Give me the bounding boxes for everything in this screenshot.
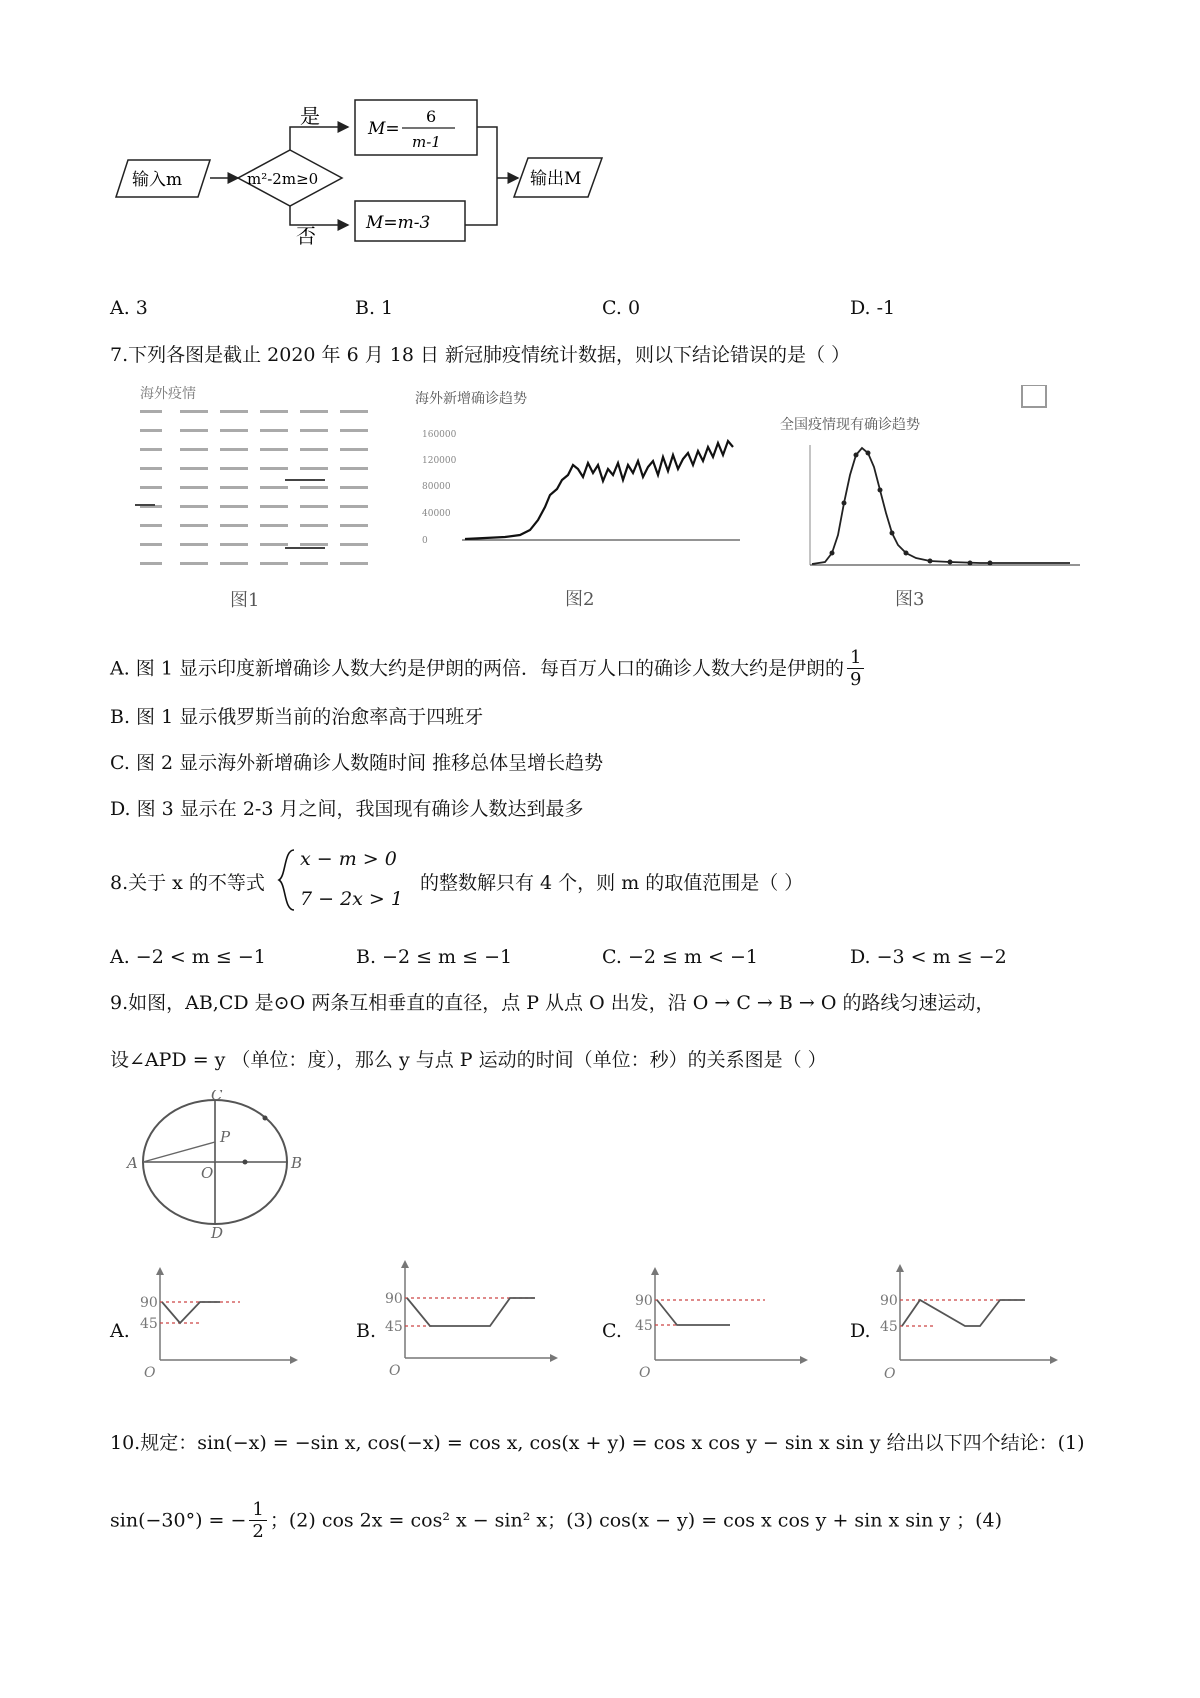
q8-option-a: A. −2 < m ≤ −1 [110,946,266,968]
fig1-title: 海外疫情 [140,386,196,402]
graph-d-tick90: 90 [880,1293,898,1309]
input-label: 输入m [132,170,183,190]
q8-brace [276,848,298,912]
fig1-cell-mark [220,562,248,565]
fig3-label: 图3 [895,589,925,610]
fig1-cell-mark [340,505,368,508]
fig1-cell-mark [140,524,162,527]
fig1-cell-mark [300,562,328,565]
fig1-cell-mark [260,486,288,489]
fig2-title: 海外新增确诊趋势 [415,391,527,407]
circle-label-b: B [291,1154,303,1172]
q8-option-d: D. −3 < m ≤ −2 [850,946,1007,968]
fig1-cell-mark [300,429,328,432]
q8-option-c: C. −2 ≤ m < −1 [602,946,758,968]
fig1-cell-mark [300,410,328,413]
yes-box-num: 6 [426,107,437,126]
fig1-cell-mark [180,543,208,546]
yes-box-lhs: M= [368,119,400,139]
fig1-cell-mark [220,448,248,451]
q7-option-b: B. 图 1 显示俄罗斯当前的治愈率高于四班牙 [110,706,484,728]
circle-label-p: P [220,1128,231,1146]
fig1-cell-mark [220,410,248,413]
fig2-ytick-4: 0 [422,536,428,546]
q7-option-c: C. 图 2 显示海外新增确诊人数随时间 推移总体呈增长趋势 [110,752,604,774]
condition-label: m²-2m≥0 [247,170,319,188]
graph-a-tick90: 90 [140,1295,158,1311]
q8-option-b: B. −2 ≤ m ≤ −1 [356,946,513,968]
no-box-label: M=m-3 [366,213,431,233]
q10-stem-line2: sin(−30°) = − $\frac{1}{2}$ ；(2) cos 2x = cos² x − sin² x；(3) cos(x − y) = cos x cos y + sin x sin y ；(4) [110,1499,1003,1542]
fig1-cell-mark [300,505,328,508]
q8-stem-post: 的整数解只有 4 个，则 m 的取值范围是（ ） [420,872,804,894]
flowchart [110,95,630,275]
fig1-cell-mark [340,543,368,546]
fig1-cell-mark [260,410,288,413]
graph-d-tick45: 45 [880,1319,898,1335]
yes-label: 是 [300,104,320,128]
q7-stem: 7.下列各图是截止 2020 年 6 月 18 日 新冠肺疫情统计数据，则以下结论错误的是（ ） [110,344,851,366]
fig1-cell-mark [220,429,248,432]
fig1-cell-mark [140,448,162,451]
q6-option-d: D. -1 [850,297,896,319]
fig1-cell-mark [140,467,162,470]
fig2-ytick-0: 160000 [422,430,457,440]
fig1-cell-mark [340,448,368,451]
output-label: 输出M [530,169,582,189]
q8-stem-pre: 8.关于 x 的不等式 [110,872,265,894]
fig1-cell-mark [140,410,162,413]
q9-option-c-label: C. [602,1320,622,1342]
fig1-cell-mark [300,448,328,451]
fig1-cell-mark [340,562,368,565]
graph-b-tick45: 45 [385,1319,403,1335]
fig1-cell-mark [180,505,208,508]
fig1-cell-mark [260,562,288,565]
fig1-cell-mark [220,467,248,470]
q6-option-b: B. 1 [355,297,394,319]
graph-a-origin: O [144,1365,156,1380]
yes-box-den: m-1 [412,133,441,151]
fig1-cell-mark [260,505,288,508]
q9-stem-line1: 9.如图，AB,CD 是⊙O 两条互相垂直的直径，点 P 从点 O 出发，沿 O → C → B → O 的路线匀速运动， [110,992,995,1014]
q7-option-a: A. 图 1 显示印度新增确诊人数大约是伊朗的两倍．每百万人口的确诊人数大约是伊朗的 $\frac{1}{9}$ [110,648,867,691]
fig1-cell-mark [300,467,328,470]
fig1-cell-mark [260,448,288,451]
fig1-cell-mark [340,410,368,413]
fig1-cell-mark [260,467,288,470]
fig1-cell-mark [300,543,328,546]
fig1-cell-mark [260,543,288,546]
fig1-cell-mark [300,486,328,489]
fig1-cell-mark [140,543,162,546]
q10-stem-line1: 10.规定：sin(−x) = −sin x, cos(−x) = cos x, cos(x + y) = cos x cos y − sin x sin y 给出以下四个结论：(1) [110,1432,1085,1454]
circle-label-a: A [127,1154,138,1172]
fig1-cell-mark [220,486,248,489]
graph-b-tick90: 90 [385,1291,403,1307]
graph-c-tick45: 45 [635,1318,653,1334]
q6-option-a: A. 3 [110,297,148,319]
q9-option-b-label: B. [356,1320,377,1342]
fig1-cell-mark [180,429,208,432]
figure-1-table [125,380,395,610]
q9-circle-figure [125,1090,305,1240]
fig1-cell-mark [140,429,162,432]
q9-option-a-label: A. [110,1320,130,1342]
fig2-label: 图2 [565,589,595,610]
fig1-cell-mark [180,524,208,527]
fig1-cell-mark [220,543,248,546]
graph-d-origin: O [884,1366,896,1382]
fig1-cell-mark [220,505,248,508]
circle-label-c: C [211,1090,223,1104]
graph-b-origin: O [389,1363,401,1378]
no-label: 否 [296,224,316,248]
fig1-cell-mark [300,524,328,527]
fig1-cell-mark [180,562,208,565]
figure-2-chart [410,385,755,610]
figure-3-chart [770,385,1090,610]
q9-graph-d [880,1262,1060,1382]
fig2-ytick-3: 40000 [422,509,451,519]
fig1-cell-mark [260,429,288,432]
q9-graph-b [385,1258,560,1378]
q6-option-c: C. 0 [602,297,641,319]
fig1-cell-mark [180,467,208,470]
fig2-ytick-2: 80000 [422,482,451,492]
fig1-cell-mark [220,524,248,527]
circle-label-d: D [211,1224,224,1240]
q8-inequality-1: x − m > 0 [300,848,397,870]
fig1-cell-mark [180,448,208,451]
fig1-cell-mark [260,524,288,527]
fig2-ytick-1: 120000 [422,456,457,466]
fig1-cell-mark [340,467,368,470]
q8-inequality-2: 7 − 2x > 1 [300,888,403,910]
fig1-label: 图1 [230,590,260,610]
q7-option-d: D. 图 3 显示在 2-3 月之间，我国现有确诊人数达到最多 [110,798,584,820]
fig1-cell-mark [340,486,368,489]
fig1-cell-mark [340,524,368,527]
graph-a-tick45: 45 [140,1316,158,1332]
q9-graph-a [140,1265,300,1380]
fig1-cell-mark [140,562,162,565]
fig3-title: 全国疫情现有确诊趋势 [780,417,920,433]
fig1-cell-mark [180,486,208,489]
q9-option-d-label: D. [850,1320,871,1342]
graph-c-tick90: 90 [635,1293,653,1309]
fig1-cell-mark [340,429,368,432]
q9-graph-c [635,1265,810,1380]
fig1-cell-mark [140,486,162,489]
q9-stem-line2: 设∠APD = y （单位：度），那么 y 与点 P 运动的时间（单位：秒）的关系图是（ ） [110,1049,827,1071]
fig1-cell-mark [180,410,208,413]
graph-c-origin: O [639,1365,651,1380]
circle-label-o: O [201,1164,214,1182]
